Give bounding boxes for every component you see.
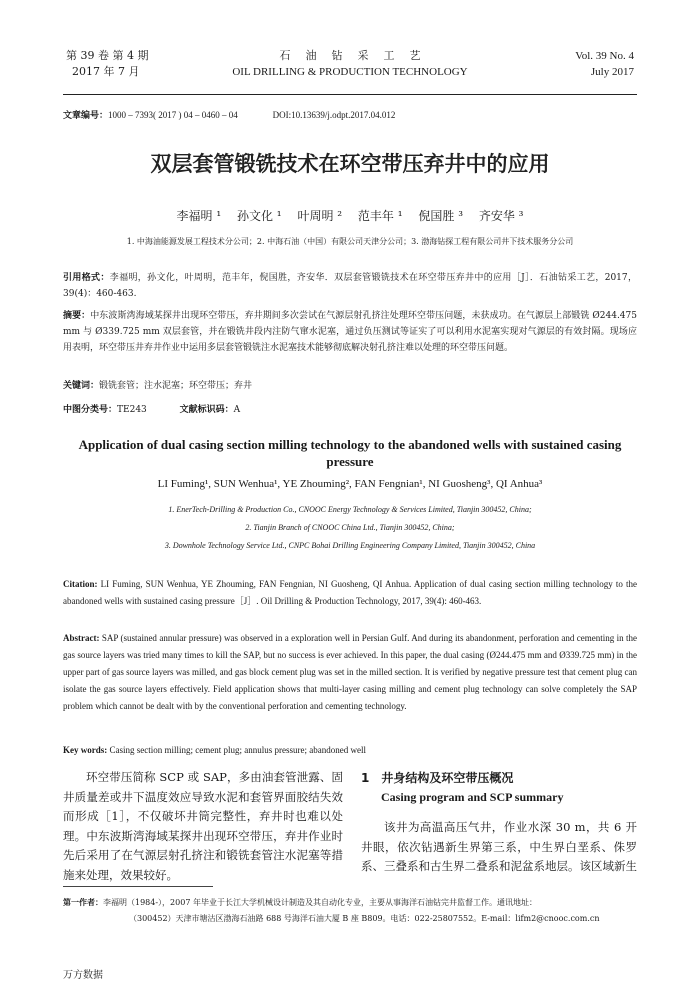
wanfang-watermark: 万方数据 (63, 970, 103, 981)
journal-name-cn: 石油钻采工艺 (279, 49, 436, 62)
section-title-cn: 井身结构及环空带压概况 (381, 771, 514, 785)
abstract-en (63, 630, 637, 715)
citation-cn (63, 270, 637, 302)
section-number: 1 (361, 771, 370, 785)
keywords-en (63, 742, 637, 759)
page-title-cn: 双层套管锻铣技术在环空带压弃井中的应用 (150, 152, 550, 176)
classification-line (63, 402, 637, 418)
page-title-en: Application of dual casing section milling technology to the abandoned wells with sustained casing pressure (78, 437, 622, 469)
affiliation-en: 1. EnerTech-Drilling & Production Co., CNOOC Energy Technology & Services Limited, Tianjin 300452, China; (168, 505, 532, 514)
authors-cn (0, 207, 700, 224)
journal-issue (66, 48, 148, 80)
footnote-line2: （300452）天津市塘沽区渤海石油路 688 号海洋石油大厦 B 座 B809。电话：022-25807552。E-mail：lifm2@cnooc.com.cn (129, 914, 600, 923)
affiliations-cn: 1. 中海油能源发展工程技术分公司；2. 中海石油（中国）有限公司天津分公司；3. 渤海钻探工程有限公司井下技术服务分公司 (126, 237, 574, 246)
section-heading-en: Casing program and SCP summary (381, 790, 564, 804)
journal-name (200, 48, 500, 80)
keywords-en-text: Casing section milling; cement plug; annulus pressure; abandoned well (107, 745, 366, 755)
abstract-cn-text: 中东波斯湾海域某探井出现环空带压，弃井期间多次尝试在气源层射孔挤注处理环空带压问题，未获成功。在气源层上部锻铣 Ø244.475 mm 与 Ø339.725 mm 双层套管，并在锻铣井段内注防气窜水泥塞，通过负压测试等证实了可以利用水泥塞实现对气源层的有效封隔。现场应用表明，环空带压井弃井作业中运用多层套管锻铣注水泥塞技术能够彻底解决射孔挤注难以处理的环空带压问题。 (63, 311, 637, 353)
header-divider (63, 94, 637, 95)
clc-label: 中图分类号： (63, 405, 118, 415)
article-id-label: 文章编号： (63, 111, 109, 121)
abstract-cn (63, 308, 637, 356)
keywords-cn (63, 378, 637, 394)
author-cn: 齐安华 ³ (478, 209, 524, 223)
abstract-cn-label: 摘要： (63, 311, 91, 321)
article-id-value: 1000 – 7393( 2017 ) 04 – 0460 – 04 (108, 110, 238, 120)
keywords-cn-label: 关键词： (63, 381, 100, 391)
body-paragraph-intro: 环空带压简称 SCP 或 SAP，多由油套管泄露、固井质量差或井下温度效应导致水泥和套管界面胶结失效而形成［1］，不仅破坏井筒完整性，弃井时也难以处理。中东波斯湾海域某探井出现环空带压，弃井作业时先后采用了在气源层射孔挤注和锻铣套管注水泥塞等措施来处理，效果较好。 (63, 770, 343, 882)
author-footnote (63, 894, 637, 927)
footnote-label: 第一作者： (63, 897, 103, 907)
clc-value: TE243 (117, 405, 147, 415)
abstract-en-label: Abstract: (63, 633, 100, 643)
author-cn: 范丰年 ¹ (357, 209, 403, 223)
citation-cn-label: 引用格式： (63, 273, 110, 283)
citation-en-text: LI Fuming, SUN Wenhua, YE Zhouming, FAN Fengnian, NI Guosheng, QI Anhua. Application of dual casing section milling technology to the abandoned wells with sustained casing pressure［J］. Oil Drilling & Production Technology, 2017, 39(4): 460-463. (63, 579, 637, 606)
affiliation-en: 3. Downhole Technology Service Ltd., CNPC Bohai Drilling Engineering Company Limited, Tianjin 300452, China (164, 541, 536, 550)
doc-code-label: 文献标识码： (179, 405, 234, 415)
authors-en: LI Fuming¹, SUN Wenhua¹, YE Zhouming², FAN Fengnian¹, NI Guosheng³, QI Anhua³ (157, 478, 543, 490)
article-id-line (63, 108, 395, 121)
journal-name-en: OIL DRILLING & PRODUCTION TECHNOLOGY (232, 66, 468, 78)
affiliation-en: 2. Tianjin Branch of CNOOC China Ltd., Tianjin 300452, China; (245, 523, 455, 532)
volume-number-en: Vol. 39 No. 4 (575, 50, 634, 62)
section-heading-cn (361, 769, 513, 786)
citation-en-label: Citation: (63, 579, 98, 589)
citation-en (63, 576, 637, 610)
author-cn: 孙文化 ¹ (236, 209, 282, 223)
author-cn: 李福明 ¹ (176, 209, 222, 223)
footnote-line1: 李福明（1984-），2007 年毕业于长江大学机械设计制造及其自动化专业，主要从事海洋石油钻完井监督工作。通讯地址： (103, 898, 537, 907)
volume-date-en: July 2017 (590, 66, 634, 78)
citation-cn-text: 李福明，孙文化，叶周明，范丰年，倪国胜，齐安华．双层套管锻铣技术在环空带压弃井中的应用［J］．石油钻采工艺，2017，39(4)：460-463. (63, 273, 637, 299)
journal-volume-en (575, 48, 634, 80)
issue-volume: 第 39 卷 第 4 期 (66, 49, 149, 62)
doi: DOI:10.13639/j.odpt.2017.04.012 (272, 110, 396, 120)
author-cn: 叶周明 ² (297, 209, 343, 223)
footnote-divider (63, 886, 213, 887)
body-paragraph-section1: 该井为高温高压气井，作业水深 30 m，共 6 开井眼，依次钻遇新生界第三系，中生界白垩系、侏罗系、三叠系和古生界二叠系和泥盆系地层。该区域新生 (361, 820, 637, 873)
keywords-cn-text: 锻铣套管；注水泥塞；环空带压；弃井 (99, 381, 253, 391)
doc-code-value: A (233, 405, 241, 415)
keywords-en-label: Key words: (63, 745, 108, 755)
author-cn: 倪国胜 ³ (418, 209, 464, 223)
abstract-en-text: SAP (sustained annular pressure) was observed in a exploration well in Persian Gulf. And during its abandonment, perforation and cementing in the gas source layers was tried many times to kill the SAP, but no success is ever achieved. In this paper, the dual casing (Ø244.475 mm and Ø339.725 mm) in the upper part of gas source layers was milled, and gas block cement plug was set in the milled section. It is verified by negative pressure test that cement plug can isolate the gas source layers effectively. Field application shows that multi-layer casing milling and cement plug technology can solve completely the SAP problem which cannot be dealt with by the conventional perforation and cementing technology. (63, 633, 637, 711)
issue-date: 2017 年 7 月 (72, 65, 140, 78)
